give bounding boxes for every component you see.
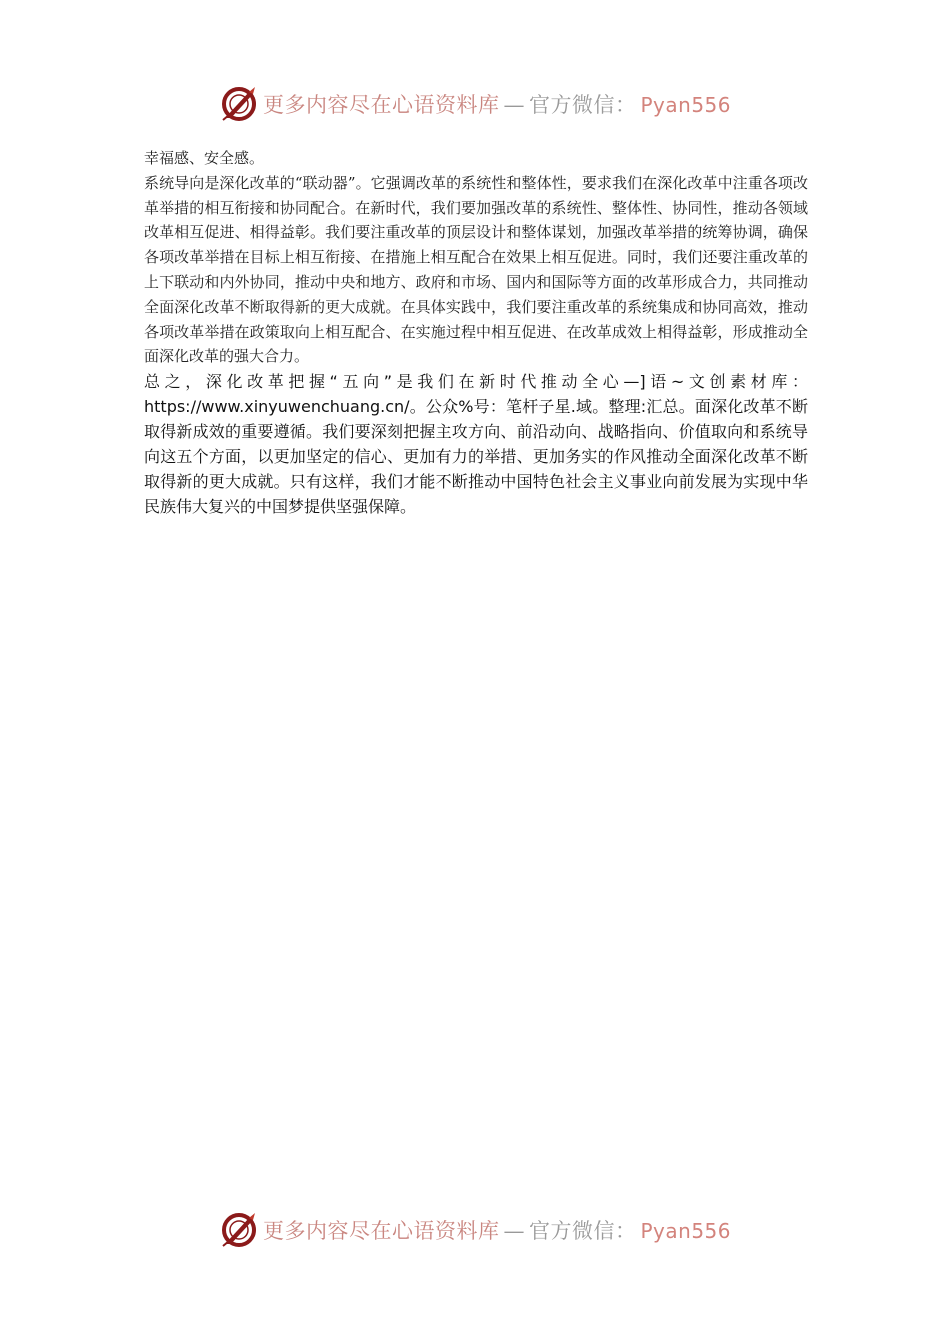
- footer-banner: [0, 1206, 950, 1254]
- header-wechat-id: Pyan556: [640, 93, 731, 117]
- header-text: [263, 89, 731, 119]
- footer-text: [263, 1215, 731, 1245]
- header-official: 官方微信：: [528, 93, 637, 117]
- paragraph-2: 系统导向是深化改革的“联动器”。它强调改革的系统性和整体性，要求我们在深化改革中注重各项改革举措的相互衔接和协同配合。在新时代，我们要加强改革的系统性、整体性、协同性，推动各领域改革相互促进、相得益彰。我们要注重改革的顶层设计和整体谋划，加强改革举措的统筹协调，确保各项改革举措在目标上相互衔接、在措施上相互配合在效果上相互促进。同时，我们还要注重改革的上下联动和内外协同，推动中央和地方、政府和市场、国内和国际等方面的改革形成合力，共同推动全面深化改革不断取得新的更大成就。在具体实践中，我们要注重改革的系统集成和协同高效，推动各项改革举措在政策取向上相互配合、在实施过程中相互促进、在改革成效上相得益彰，形成推动全面深化改革的强大合力。: [144, 173, 808, 366]
- footer-separator: —: [503, 1219, 525, 1243]
- header-brand: 更多内容尽在心语资料库: [262, 93, 500, 117]
- paragraph-1: 幸福感、安全感。: [144, 149, 265, 167]
- header-banner: [0, 80, 950, 128]
- footer-official: 官方微信：: [528, 1219, 637, 1243]
- paragraph-3: 总之，深化改革把握“五向”是我们在新时代推动全心—]语~文创素材库：https://www.xinyuwenchuang.cn/。公众%号：笔杆子星.域。整理:汇总。面深化改革不断取得新成效的重要遵循。我们要深刻把握主攻方向、前沿动向、战略指向、价值取向和系统导向这五个方面，以更加坚定的信心、更加有力的举措、更加务实的作风推动全面深化改革不断取得新的更大成就。只有这样，我们才能不断推动中国特色社会主义事业向前发展为实现中华民族伟大复兴的中国梦提供坚强保障。: [144, 372, 808, 517]
- quill-pen-logo-icon: [219, 1210, 259, 1250]
- document-body: [144, 146, 808, 519]
- footer-wechat-id: Pyan556: [640, 1219, 731, 1243]
- footer-brand: 更多内容尽在心语资料库: [262, 1219, 500, 1243]
- quill-pen-logo-icon: [219, 84, 259, 124]
- header-separator: —: [503, 93, 525, 117]
